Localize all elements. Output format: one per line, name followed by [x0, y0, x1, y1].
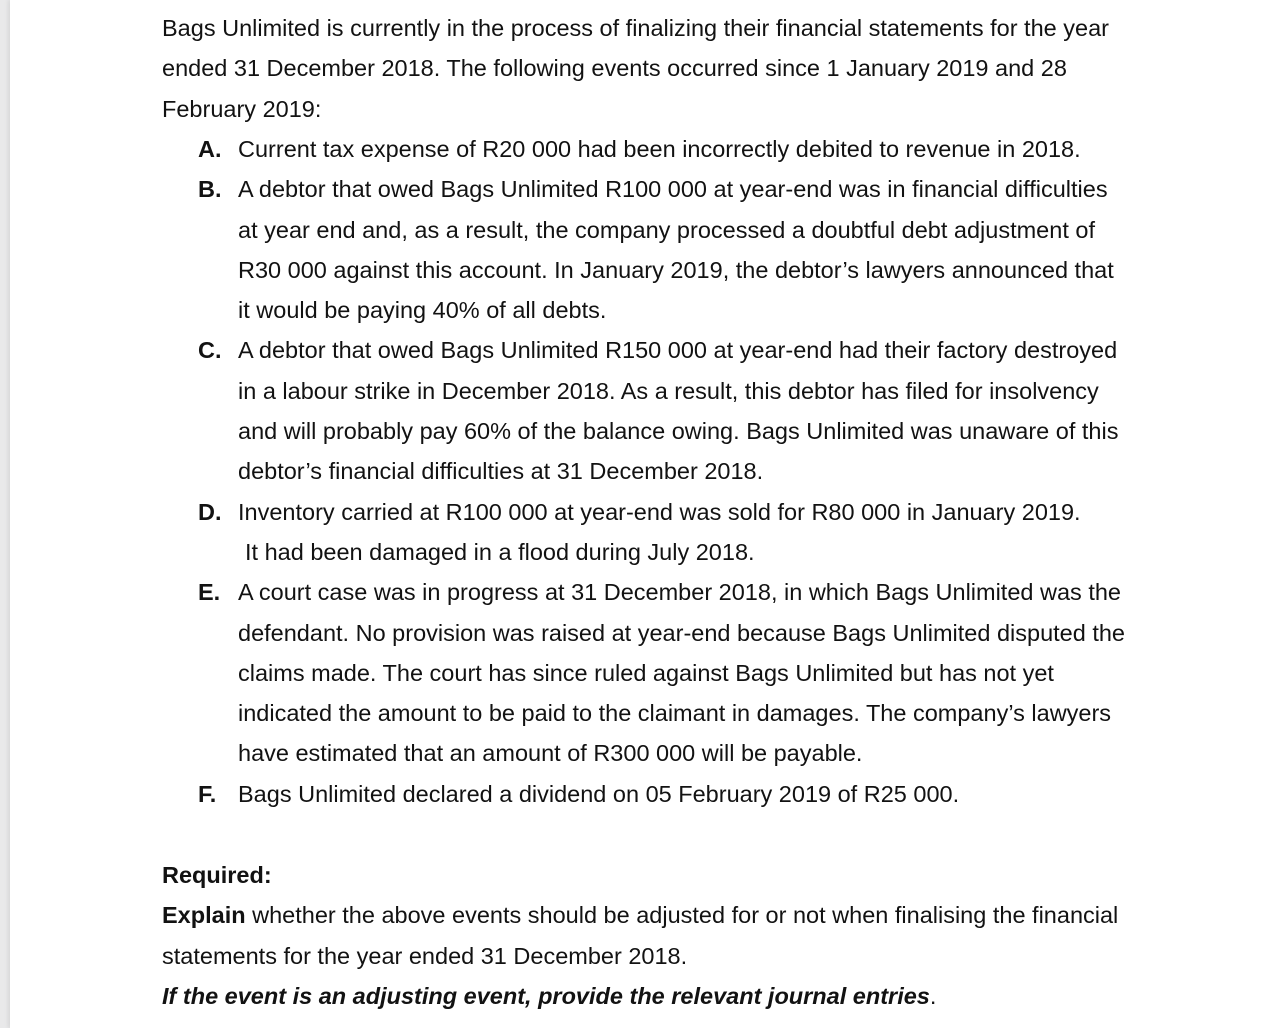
- document-page: [10, 0, 1267, 1028]
- event-item-c: [198, 330, 1128, 491]
- intro-paragraph: Bags Unlimited is currently in the process of finalizing their financial statements for the year ended 31 December 2018. The following events occurred since 1 January 2019 and 28 February 2019:: [162, 15, 1109, 122]
- journal-note-end: .: [929, 982, 937, 1009]
- event-letter: A.: [198, 136, 222, 162]
- event-text: A debtor that owed Bags Unlimited R150 000 at year-end had their factory destroyed in a labour strike in December 2018. As a result, this debtor has filed for insolvency and will probably pay 60% of the balance owing. Bags Unlimited was unaware of this debtor’s financial difficulties at 31 December 2018.: [238, 337, 1119, 485]
- journal-note-text: If the event is an adjusting event, provide the relevant journal entries: [162, 982, 930, 1009]
- event-text: A court case was in progress at 31 December 2018, in which Bags Unlimited was the defendant. No provision was raised at year-end because Bags Unlimited disputed the claims made. The court has since ruled against Bags Unlimited but has not yet indicated the amount to be paid to the claimant in damages. The company’s lawyers have estimated that an amount of R300 000 will be payable.: [238, 579, 1125, 767]
- event-text: A debtor that owed Bags Unlimited R100 000 at year-end was in financial difficulties at year end and, as a result, the company processed a doubtful debt adjustment of R30 000 against this account. In January 2019, the debtor’s lawyers announced that it would be paying 40% of all debts.: [238, 176, 1121, 324]
- event-text: Inventory carried at R100 000 at year-end was sold for R80 000 in January 2019.: [238, 498, 1081, 525]
- event-letter: E.: [198, 579, 221, 606]
- required-heading: Required:: [162, 862, 272, 888]
- instruction-keyword: Explain: [162, 902, 246, 929]
- events-list: [198, 129, 1128, 814]
- event-letter: B.: [198, 176, 222, 203]
- required-section: [162, 855, 1142, 1016]
- event-letter: F.: [198, 780, 217, 807]
- event-item-b: [198, 169, 1128, 330]
- event-letter: C.: [198, 337, 222, 364]
- event-letter: D.: [198, 498, 222, 525]
- event-text: Bags Unlimited declared a dividend on 05 February 2019 of R25 000.: [238, 780, 960, 807]
- event-item-a: [198, 129, 1128, 169]
- event-text-continued: It had been damaged in a flood during July 2018.: [245, 538, 755, 565]
- required-instruction: [162, 895, 1142, 976]
- event-text: Current tax expense of R20 000 had been incorrectly debited to revenue in 2018.: [238, 136, 1081, 162]
- event-item-d: [198, 492, 1128, 573]
- instruction-text: whether the above events should be adjusted for or not when finalising the financial statements for the year ended 31 December 2018.: [162, 902, 1119, 969]
- journal-note: [162, 976, 1142, 1016]
- event-item-f: [198, 774, 1128, 814]
- event-item-e: [198, 572, 1128, 773]
